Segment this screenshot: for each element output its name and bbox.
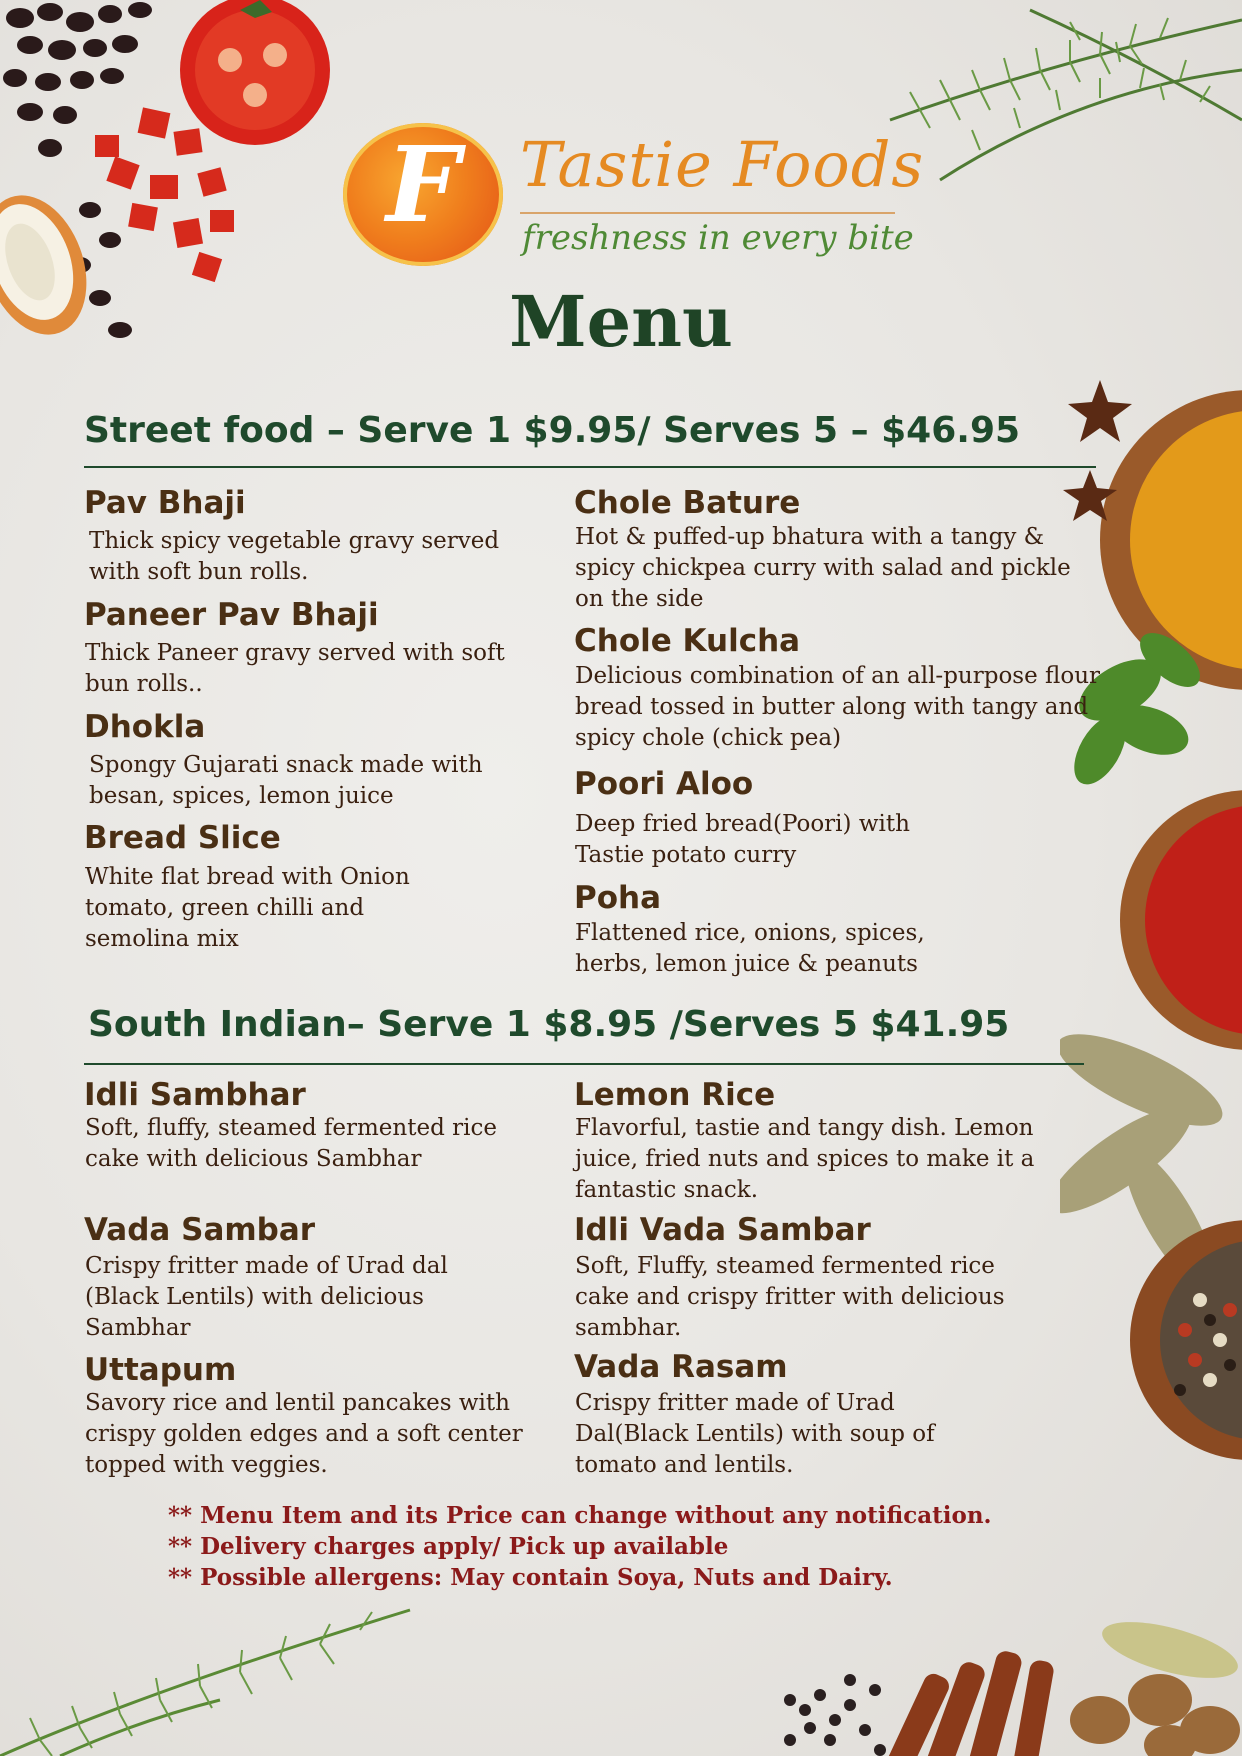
note-delivery: ** Delivery charges apply/ Pick up available [168, 1533, 729, 1560]
menu-item-name: Idli Vada Sambar [574, 1212, 871, 1248]
section-divider [84, 1063, 1084, 1065]
menu-item-name: Pav Bhaji [84, 485, 246, 521]
section-title-south-indian: South Indian– Serve 1 $8.95 /Serves 5 $41.95 [88, 1004, 1010, 1045]
menu-item-desc: White flat bread with Onion tomato, green chilli and semolina mix [85, 864, 410, 952]
menu-item-name: Idli Sambhar [84, 1077, 306, 1113]
section-divider [84, 466, 1096, 468]
menu-item-name: Chole Bature [574, 485, 801, 521]
nutmeg-icon [1070, 1674, 1240, 1756]
menu-item-name: Poha [574, 880, 662, 916]
menu-item-desc: Hot & puffed-up bhatura with a tangy & spicy chickpea curry with salad and pickle on the side [575, 524, 1071, 612]
cinnamon-icon [874, 1649, 1055, 1756]
tomato-icon [180, 0, 330, 145]
menu-item-desc: Savory rice and lentil pancakes with crispy golden edges and a soft center topped with veggies. [85, 1390, 523, 1478]
menu-notes [168, 1500, 992, 1593]
menu-item-desc: Flavorful, tastie and tangy dish. Lemon juice, fried nuts and spices to make it a fantastic snack. [575, 1115, 1035, 1203]
bottom-rosemary-decoration [0, 1590, 420, 1756]
menu-item-name: Dhokla [84, 709, 206, 745]
menu-item-name: Poori Aloo [574, 766, 754, 802]
menu-item-desc: Flattened rice, onions, spices, herbs, lemon juice & peanuts [575, 920, 925, 977]
menu-item-name: Vada Rasam [574, 1349, 788, 1385]
menu-item-desc: Thick Paneer gravy served with soft bun rolls.. [85, 640, 505, 697]
section-title-street-food: Street food – Serve 1 $9.95/ Serves 5 – $46.95 [84, 410, 1021, 451]
menu-item-desc: Soft, Fluffy, steamed fermented rice cake and crispy fritter with delicious sambhar. [575, 1253, 1005, 1341]
note-allergens: ** Possible allergens: May contain Soya, Nuts and Dairy. [168, 1564, 893, 1591]
menu-item-desc: Deep fried bread(Poori) with Tastie potato curry [575, 811, 910, 868]
menu-item-desc: Crispy fritter made of Urad dal (Black Lentils) with delicious Sambhar [85, 1253, 448, 1341]
bottom-right-spices-decoration [750, 1610, 1242, 1756]
menu-item-desc: Spongy Gujarati snack made with besan, spices, lemon juice [89, 752, 483, 809]
menu-item-desc: Thick spicy vegetable gravy served with soft bun rolls. [89, 528, 500, 585]
menu-item-desc: Soft, fluffy, steamed fermented rice cake with delicious Sambhar [85, 1115, 497, 1172]
menu-item-name: Lemon Rice [574, 1077, 776, 1113]
brand-tagline: freshness in every bite [522, 218, 914, 258]
page-title: Menu [509, 280, 733, 363]
menu-item-desc: Crispy fritter made of Urad Dal(Black Lentils) with soup of tomato and lentils. [575, 1390, 935, 1478]
menu-item-desc: Delicious combination of an all-purpose flour bread tossed in butter along with tangy and spicy chole (chick pea) [575, 663, 1101, 751]
rosemary-icon [880, 0, 1242, 190]
menu-item-name: Bread Slice [84, 820, 281, 856]
brand-name: Tastie Foods [520, 128, 925, 201]
brand-divider [520, 212, 895, 214]
menu-item-name: Chole Kulcha [574, 623, 801, 659]
menu-item-name: Uttapum [84, 1352, 237, 1388]
logo-letter: F [386, 123, 460, 246]
menu-item-name: Vada Sambar [84, 1212, 316, 1248]
menu-item-name: Paneer Pav Bhaji [84, 597, 379, 633]
note-price-change: ** Menu Item and its Price can change without any notification. [168, 1502, 992, 1529]
